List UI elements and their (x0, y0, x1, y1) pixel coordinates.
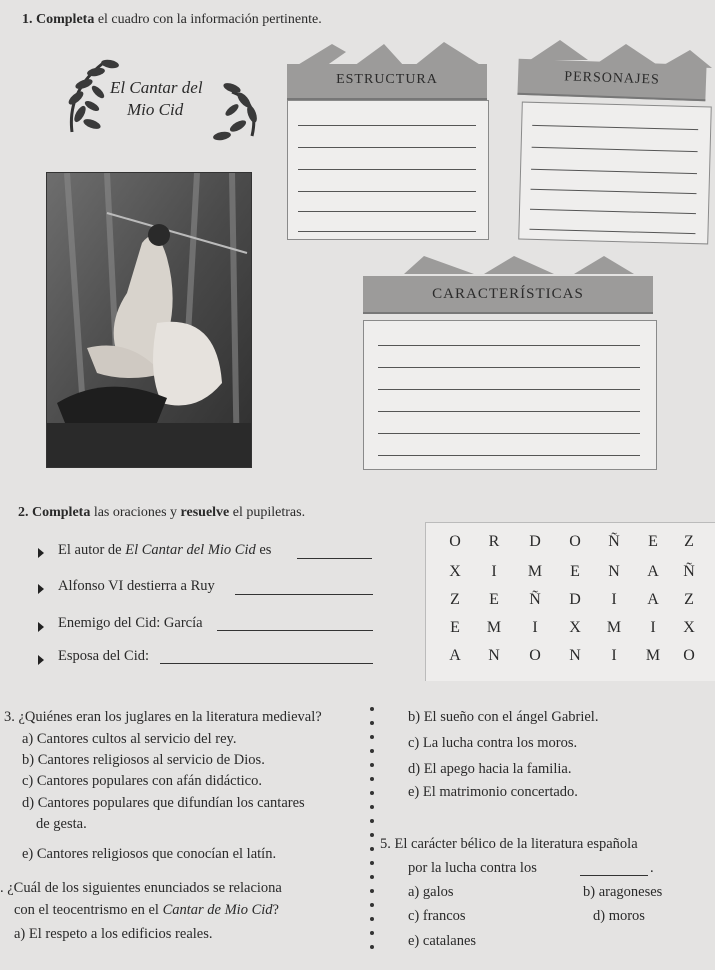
personajes-header: PERSONAJES (517, 59, 706, 102)
bullet-icon (38, 548, 44, 558)
word-search-grid (425, 522, 715, 681)
question-2-title: 2. Completa las oraciones y resuelve el pupiletras. (18, 505, 306, 520)
personajes-box (518, 102, 712, 245)
wreath-title-line1: El Cantar del (110, 78, 203, 97)
grid-cell[interactable]: E (489, 591, 499, 608)
grid-cell[interactable]: I (491, 563, 497, 580)
answer-line[interactable] (378, 411, 640, 412)
grid-cell[interactable]: A (449, 647, 461, 664)
grid-cell[interactable]: M (527, 563, 543, 580)
grid-cell[interactable]: M (645, 647, 661, 664)
answer-line[interactable] (298, 231, 476, 232)
grid-cell[interactable]: N (488, 647, 500, 664)
grid-cell[interactable]: O (449, 533, 461, 550)
q5-option-a[interactable]: a) galos (408, 884, 454, 900)
q2-item-2: Alfonso VI destierra a Ruy (58, 578, 215, 594)
grid-cell[interactable]: Ñ (529, 591, 541, 608)
q2-answer-2[interactable] (235, 594, 373, 595)
q5-question-line2: por la lucha contra los (408, 860, 537, 876)
grid-cell[interactable]: D (569, 591, 581, 608)
answer-line[interactable] (531, 189, 697, 194)
caracteristicas-header: CARACTERÍSTICAS (363, 276, 653, 314)
q3-option-b[interactable]: b) Cantores religiosos al servicio de Dios. (22, 752, 265, 768)
bullet-icon (38, 622, 44, 632)
q5-answer-blank[interactable] (580, 875, 648, 876)
grid-cell[interactable]: I (611, 647, 617, 664)
q2-item-4: Esposa del Cid: (58, 648, 150, 664)
grid-cell[interactable]: I (532, 619, 538, 636)
grid-cell[interactable]: Z (684, 533, 694, 550)
q2-answer-4[interactable] (160, 663, 373, 664)
grid-cell[interactable]: X (683, 619, 695, 636)
grid-cell[interactable]: Ñ (608, 533, 620, 550)
q5-option-b[interactable]: b) aragoneses (583, 884, 663, 900)
grid-cell[interactable]: D (529, 533, 541, 550)
q2-item-1: El autor de El Cantar del Mio Cid es (58, 542, 272, 558)
answer-line[interactable] (298, 211, 476, 212)
q3-option-c[interactable]: c) Cantores populares con afán didáctico. (22, 773, 262, 789)
answer-line[interactable] (530, 209, 696, 214)
answer-line[interactable] (531, 169, 697, 174)
caracteristicas-arrows-icon (374, 252, 654, 276)
grid-cell[interactable]: X (449, 563, 461, 580)
q4-question-line1: . ¿Cuál de los siguientes enunciados se relaciona (0, 880, 282, 896)
answer-line[interactable] (378, 345, 640, 346)
q4-option-b[interactable]: b) El sueño con el ángel Gabriel. (408, 709, 599, 725)
q5-option-c[interactable]: c) francos (408, 908, 466, 924)
q3-option-e[interactable]: e) Cantores religiosos que conocían el latín. (22, 846, 277, 862)
answer-line[interactable] (378, 389, 640, 390)
q3-option-d[interactable]: d) Cantores populares que difundían los cantares (22, 795, 305, 811)
grid-cell[interactable]: O (569, 533, 581, 550)
grid-cell[interactable]: N (608, 563, 620, 580)
q4-option-c[interactable]: c) La lucha contra los moros. (408, 735, 578, 751)
grid-cell[interactable]: Z (450, 591, 460, 608)
answer-line[interactable] (298, 191, 476, 192)
grid-cell[interactable]: O (529, 647, 541, 664)
estructura-header: ESTRUCTURA (287, 64, 487, 100)
grid-cell[interactable]: Ñ (683, 563, 695, 580)
answer-line[interactable] (298, 169, 476, 170)
caracteristicas-box (363, 320, 657, 470)
q5-period: . (650, 860, 654, 876)
q5-question-line1: 5. El carácter bélico de la literatura española (380, 836, 638, 852)
q5-option-e[interactable]: e) catalanes (408, 933, 477, 949)
q2-item-3: Enemigo del Cid: García (58, 615, 203, 631)
estructura-box (287, 100, 489, 240)
answer-line[interactable] (298, 147, 476, 148)
bullet-icon (38, 584, 44, 594)
wreath-title-line2: Mio Cid (127, 100, 184, 119)
q3-option-d-cont: de gesta. (36, 816, 87, 832)
q2-answer-3[interactable] (217, 630, 373, 631)
grid-cell[interactable]: I (611, 591, 617, 608)
answer-line[interactable] (532, 125, 698, 130)
answer-line[interactable] (532, 147, 698, 152)
answer-line[interactable] (378, 367, 640, 368)
grid-cell[interactable]: X (569, 619, 581, 636)
question-1-title: 1. Completa el cuadro con la información pertinente. (22, 12, 322, 27)
grid-cell[interactable]: E (450, 619, 460, 636)
q2-answer-1[interactable] (297, 558, 372, 559)
grid-cell[interactable]: A (647, 591, 659, 608)
answer-line[interactable] (378, 433, 640, 434)
q4-option-d[interactable]: d) El apego hacia la familia. (408, 761, 572, 777)
grid-cell[interactable]: I (650, 619, 656, 636)
grid-cell[interactable]: N (569, 647, 581, 664)
q5-option-d[interactable]: d) moros (593, 908, 645, 924)
grid-cell[interactable]: R (488, 533, 500, 550)
q4-option-e[interactable]: e) El matrimonio concertado. (408, 784, 578, 800)
q3-question: 3. ¿Quiénes eran los juglares en la literatura medieval? (4, 709, 322, 725)
grid-cell[interactable]: E (570, 563, 580, 580)
grid-cell[interactable]: Z (684, 591, 694, 608)
grid-cell[interactable]: O (683, 647, 695, 664)
column-divider (370, 705, 374, 960)
bullet-icon (38, 655, 44, 665)
q4-question-line2: con el teocentrismo en el Cantar de Mio Cid? (14, 902, 279, 918)
answer-line[interactable] (298, 125, 476, 126)
answer-line[interactable] (529, 229, 695, 234)
painting-image (46, 172, 252, 468)
answer-line[interactable] (378, 455, 640, 456)
q3-option-a[interactable]: a) Cantores cultos al servicio del rey. (22, 731, 237, 747)
grid-cell[interactable]: A (647, 563, 659, 580)
q4-option-a[interactable]: a) El respeto a los edificios reales. (14, 926, 213, 942)
grid-cell[interactable]: E (648, 533, 658, 550)
grid-cell[interactable]: M (486, 619, 502, 636)
grid-cell[interactable]: M (606, 619, 622, 636)
